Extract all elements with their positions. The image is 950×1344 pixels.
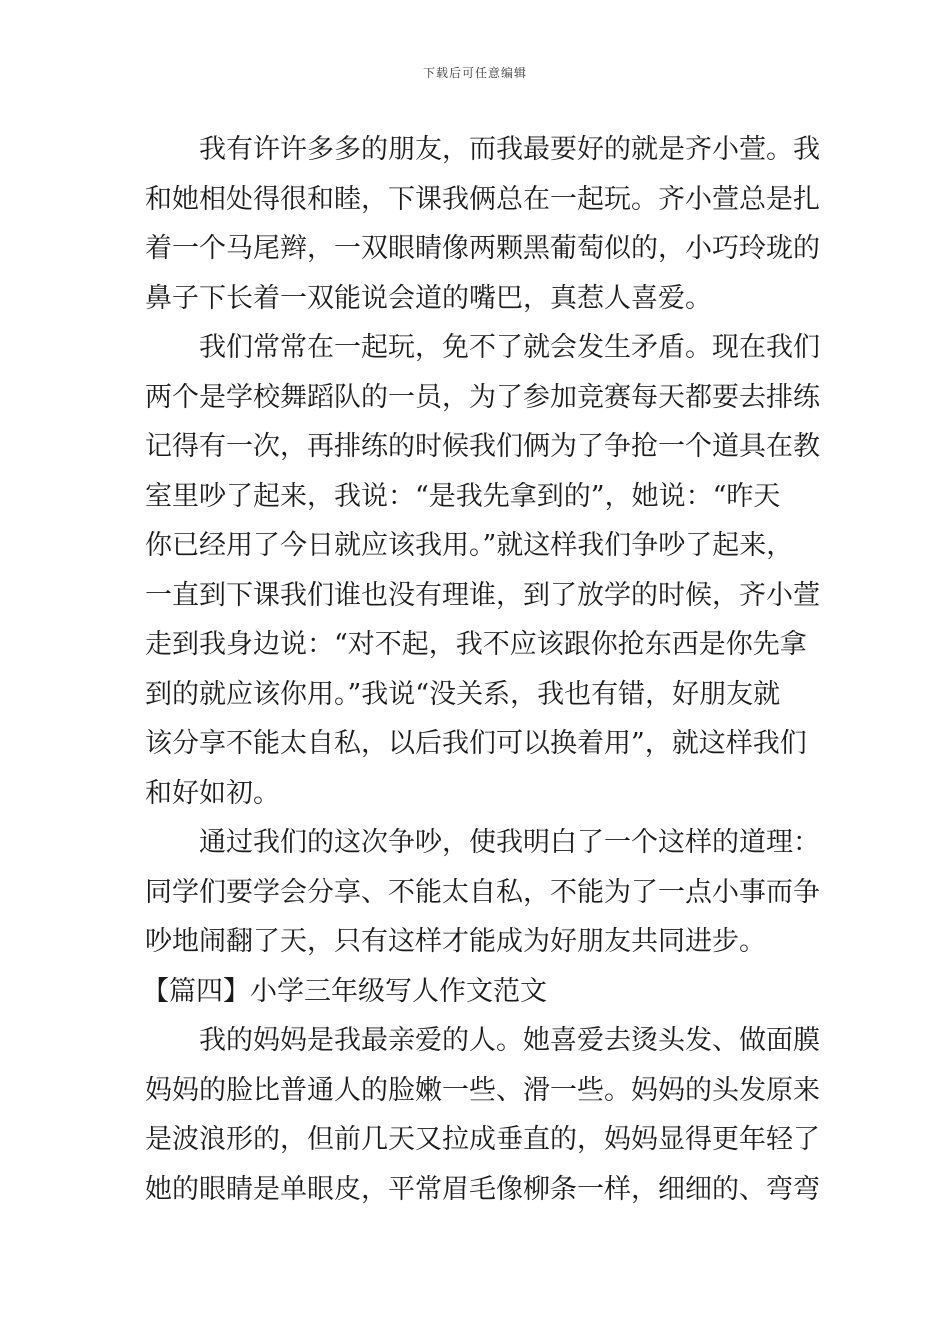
text-line: 走到我身边说：“对不起，我不应该跟你抢东西是你先拿: [145, 629, 807, 660]
page-header: 下载后可任意编辑: [422, 66, 527, 80]
text-line: 吵地闹翻了天，只有这样才能成为好朋友共同进步。: [145, 926, 766, 957]
text-line: 我的妈妈是我最亲爱的人。她喜爱去烫头发、做面膜: [199, 1025, 820, 1056]
text-line: 是波浪形的，但前几天又拉成垂直的，妈妈显得更年轻了: [145, 1124, 820, 1155]
text-line: 鼻子下长着一双能说会道的嘴巴，真惹人喜爱。: [145, 282, 712, 314]
text-line: 通过我们的这次争吵，使我明白了一个这样的道理：: [199, 827, 820, 858]
section-heading: 【篇四】小学三年级写人作文范文: [142, 975, 547, 1007]
text-line: 我有许许多多的朋友，而我最要好的就是齐小萱。我: [199, 134, 820, 165]
text-line: 和她相处得很和睦，下课我俩总在一起玩。齐小萱总是扎: [145, 183, 820, 215]
text-line: 我们常常在一起玩，免不了就会发生矛盾。现在我们: [199, 332, 820, 363]
text-line: 室里吵了起来，我说：“是我先拿到的”，她说：“昨天: [145, 480, 781, 512]
text-line: 一直到下课我们谁也没有理谁，到了放学的时候，齐小萱: [145, 579, 820, 611]
text-line: 两个是学校舞蹈队的一员，为了参加竞赛每天都要去排练: [145, 381, 820, 413]
text-line: 妈妈的脸比普通人的脸嫩一些、滑一些。妈妈的头发原来: [145, 1074, 820, 1106]
text-line: 你已经用了今日就应该我用。”就这样我们争吵了起来，: [145, 530, 794, 561]
text-line: 和好如初。: [145, 777, 280, 809]
text-line: 到的就应该你用。”我说“没关系，我也有错，好朋友就: [145, 678, 781, 710]
text-line: 她的眼睛是单眼皮，平常眉毛像柳条一样，细细的、弯弯: [145, 1173, 820, 1205]
text-line: 着一个马尾辫，一双眼睛像两颗黑葡萄似的，小巧玲珑的: [145, 233, 820, 264]
text-line: 该分享不能太自私，以后我们可以换着用”，就这样我们: [145, 728, 807, 759]
document-body: [142, 125, 820, 1214]
text-line: 同学们要学会分享、不能太自私，不能为了一点小事而争: [145, 876, 820, 908]
text-line: 记得有一次，再排练的时候我们俩为了争抢一个道具在教: [145, 431, 820, 462]
